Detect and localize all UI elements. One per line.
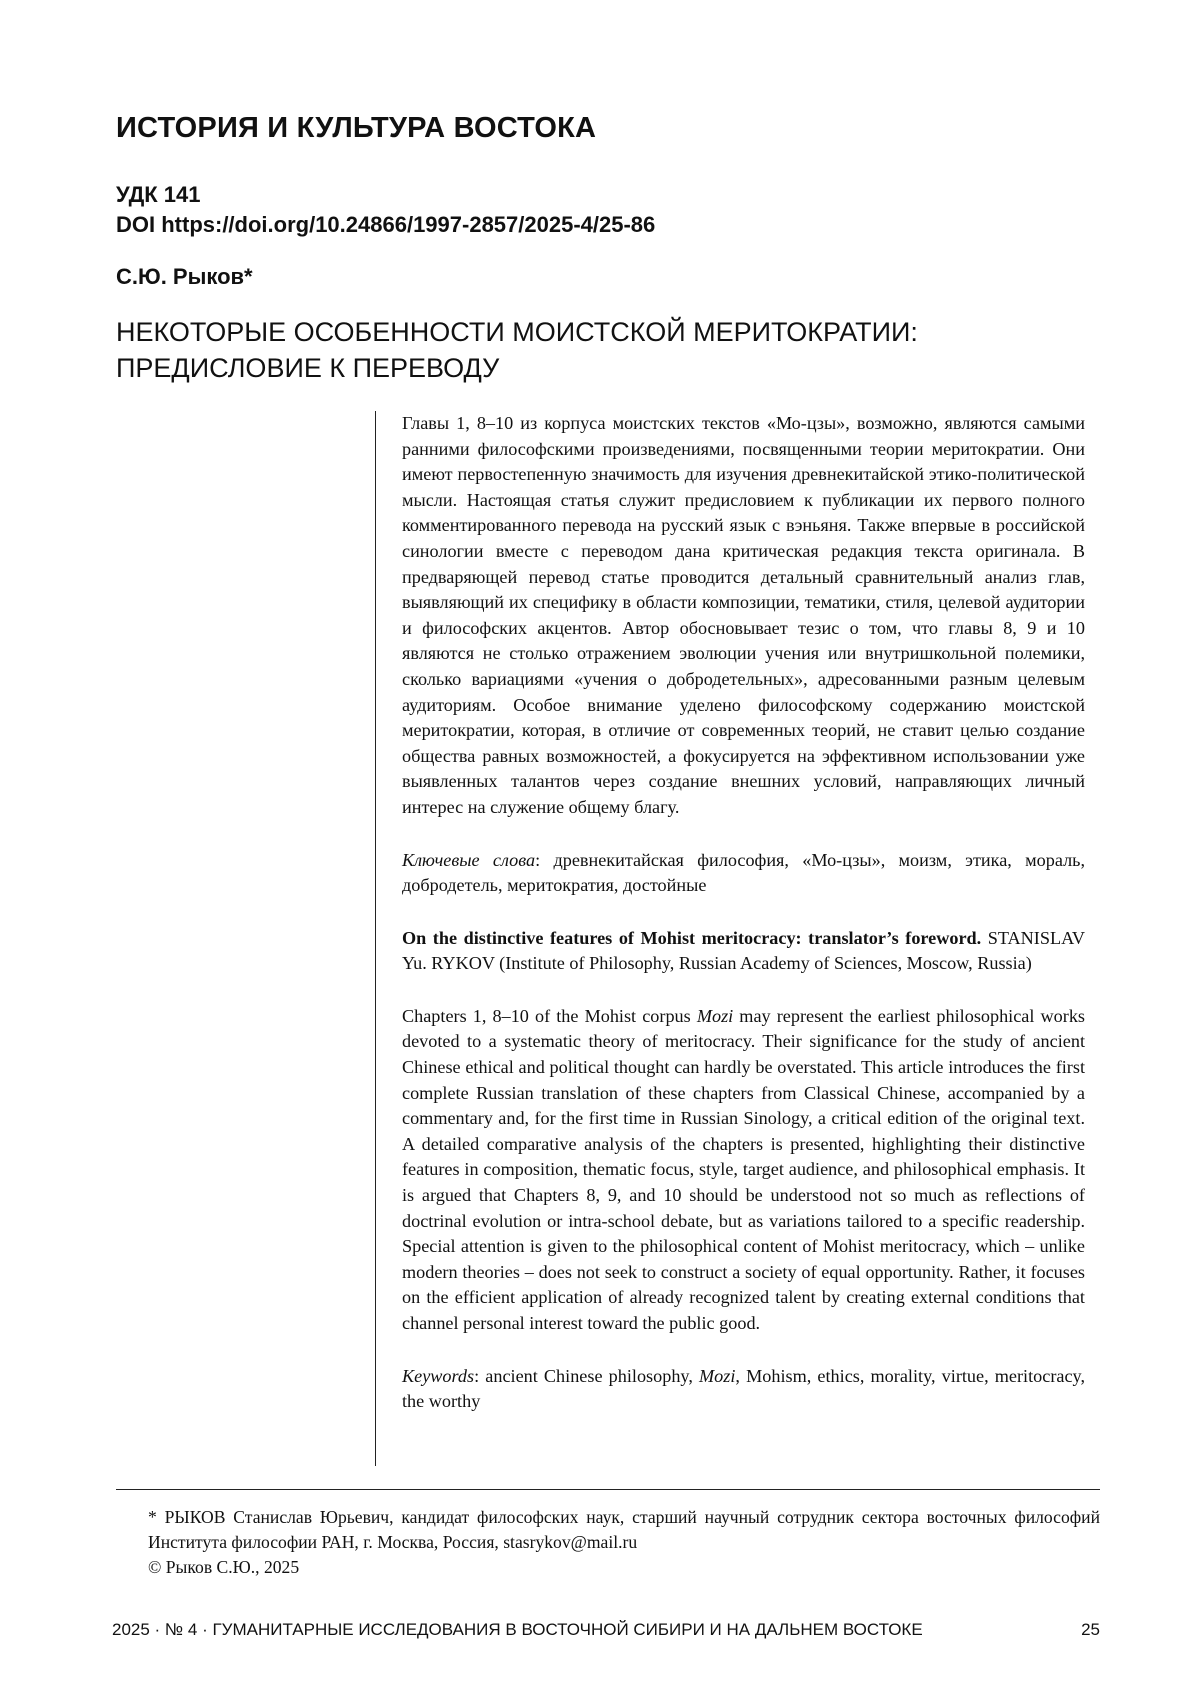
keywords-en-part-1: : ancient Chinese philosophy, — [474, 1365, 700, 1386]
keywords-ru — [402, 848, 1085, 899]
abstract-en — [402, 1004, 1085, 1337]
abstract-en-mozi: Mozi — [696, 1005, 734, 1026]
english-title-block — [402, 926, 1085, 977]
page-footer — [112, 1620, 1100, 1640]
english-author-affiliation: STANISLAV Yu. RYKOV (Institute of Philosophy, Russian Academy of Sciences, Moscow, Russia) — [402, 927, 1085, 974]
footnote-author-info: * РЫКОВ Станислав Юрьевич, кандидат философских наук, старший научный сотрудник сектора восточных философий Института философии РАН, г. Москва, Россия, stasrykov@mail.ru — [148, 1507, 1100, 1552]
abstract-en-part-1: Chapters 1, 8–10 of the Mohist corpus — [402, 1005, 697, 1026]
footnote-divider — [116, 1489, 1100, 1490]
article-title-line-2: ПРЕДИСЛОВИЕ К ПЕРЕВОДУ — [116, 353, 500, 383]
footnote — [116, 1505, 1100, 1580]
keywords-en-mozi: Mozi — [699, 1365, 736, 1386]
udk-code: УДК 141 — [116, 182, 201, 207]
section-title: ИСТОРИЯ И КУЛЬТУРА ВОСТОКА — [116, 112, 597, 144]
keywords-en — [402, 1364, 1085, 1415]
keywords-ru-label: Ключевые слова — [402, 849, 536, 870]
abstract-ru: Главы 1, 8–10 из корпуса моистских текстов «Мо-цзы», возможно, являются самыми ранними философскими произведениями, посвященными теории меритократии. Они имеют первостепенную значимость для изучения древнекитайской этико-политической мысли. Настоящая статья служит предисловием к публикации их первого полного комментированного перевода на русский язык с вэньяня. Также впервые в российской синологии вместе с переводом дана критическая редакция текста оригинала. В предваряющей перевод статье проводится детальный сравнительный анализ глав, выявляющий их специфику в области композиции, тематики, стиля, целевой аудитории и философских акцентов. Автор обосновывает тезис о том, что главы 8, 9 и 10 являются не столько отражением эволюции учения или внутришкольной полемики, сколько вариациями «учения о добродетельных», адресованными разным целевым аудиториям. Особое внимание уделено философскому содержанию моистской меритократии, которая, в отличие от современных теорий, не ставит целью создание общества равных возможностей, а фокусируется на эффективном использовании уже выявленных талантов через создание внешних условий, направляющих личный интерес на служение общему благу. — [402, 413, 1085, 817]
english-title: On the distinctive features of Mohist meritocracy: translator’s foreword. — [402, 927, 982, 948]
author-name: С.Ю. Рыков* — [116, 264, 253, 289]
abstract-column — [375, 411, 1086, 1466]
article-title — [116, 314, 1116, 386]
abstract-content — [402, 411, 1085, 1415]
doi-link[interactable]: DOI https://doi.org/10.24866/1997-2857/2025-4/25-86 — [116, 212, 656, 237]
abstract-en-part-2: may represent the earliest philosophical works devoted to a systematic theory of meritocracy. Their significance for the study of ancient Chinese ethical and political thought can hardly be overstated. This article introduces the first complete Russian translation of these chapters from Classical Chinese, accompanied by a commentary and, for the first time in Russian Sinology, a critical edition of the original text. A detailed comparative analysis of the chapters is presented, highlighting their distinctive features in composition, thematic focus, style, target audience, and philosophical emphasis. It is argued that Chapters 8, 9, and 10 should be understood not so much as reflections of doctrinal evolution or intra-school debate, but as variations tailored to a specific readership. Special attention is given to the philosophical content of Mohist meritocracy, which – unlike modern theories – does not seek to construct a society of equal opportunity. Rather, it focuses on the efficient application of already recognized talent by creating external conditions that channel personal interest toward the public good. — [402, 1005, 1085, 1333]
keywords-ru-text: : древнекитайская философия, «Мо-цзы», моизм, этика, мораль, добродетель, меритократия, достойные — [402, 849, 1086, 896]
page-number: 25 — [1081, 1620, 1100, 1639]
footnote-copyright: © Рыков С.Ю., 2025 — [148, 1557, 300, 1577]
keywords-en-part-2: , Mohism, ethics, morality, virtue, meritocracy, the worthy — [402, 1365, 1085, 1412]
article-title-line-1: НЕКОТОРЫЕ ОСОБЕННОСТИ МОИСТСКОЙ МЕРИТОКРАТИИ: — [116, 317, 918, 347]
keywords-en-label: Keywords — [402, 1365, 475, 1386]
footer-journal: 2025 · № 4 · ГУМАНИТАРНЫЕ ИССЛЕДОВАНИЯ В ВОСТОЧНОЙ СИБИРИ И НА ДАЛЬНЕМ ВОСТОКЕ — [112, 1620, 923, 1639]
article-meta — [116, 180, 655, 240]
